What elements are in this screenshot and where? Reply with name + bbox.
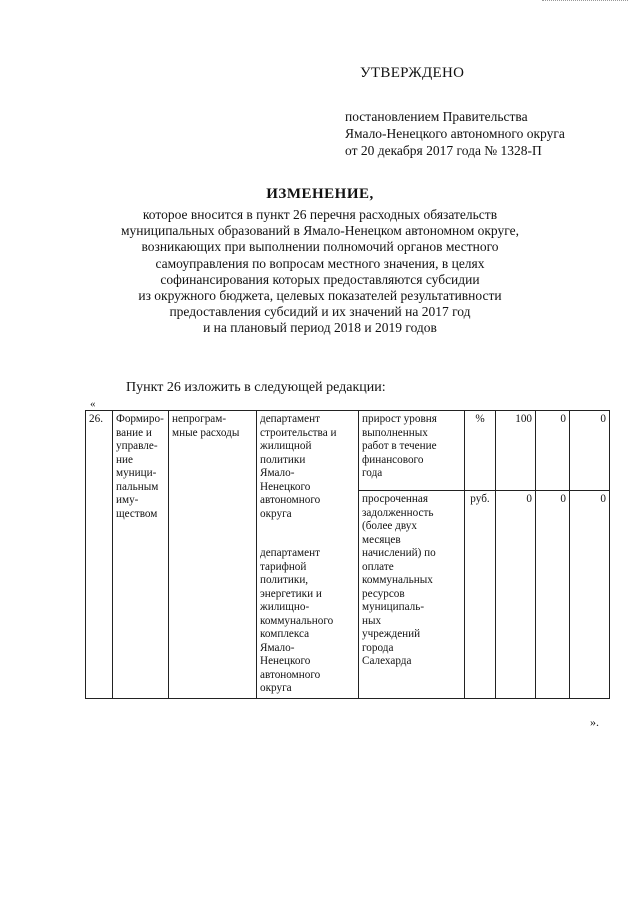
- value-2018: 0: [536, 491, 570, 699]
- table-row: [86, 411, 610, 491]
- subtitle-line: из окружного бюджета, целевых показателей результативности: [138, 288, 502, 304]
- intro-text: Пункт 26 изложить в следующей редакции:: [126, 380, 386, 395]
- resolution-line: постановлением Правительства: [345, 109, 528, 124]
- indicator-cell: просроченная задолженность (более двух месяцев начислений) по оплате коммунальных ресурсов муниципаль- ных учреждений города Салехарда: [359, 491, 465, 699]
- resolution-block: [345, 108, 565, 159]
- value-2018: 0: [536, 411, 570, 491]
- item-name: Формиро- вание и управле- ние муници- пальным иму- ществом: [113, 411, 169, 699]
- resolution-line: Ямало-Ненецкого автономного округа: [345, 126, 565, 141]
- unit-cell: %: [465, 411, 496, 491]
- obligations-table: [85, 410, 610, 699]
- top-edge-mark: [542, 0, 628, 4]
- closing-quote: ».: [590, 715, 599, 729]
- document-subtitle: [75, 207, 565, 337]
- resolution-line: от 20 декабря 2017 года № 1328-П: [345, 143, 542, 158]
- document-title: ИЗМЕНЕНИЕ,: [266, 186, 374, 202]
- responsible-departments: департамент строительства и жилищной политики Ямало- Ненецкого автономного округа департамент тарифной политики, энергетики и жилищно- коммунального комплекса Ямало- Ненецкого автономного округа: [257, 411, 359, 699]
- indicator-cell: прирост уровня выполненных работ в течение финансового года: [359, 411, 465, 491]
- value-2019: 0: [570, 491, 610, 699]
- approved-label: УТВЕРЖДЕНО: [360, 65, 465, 81]
- value-2019: 0: [570, 411, 610, 491]
- subtitle-line: софинансирования которых предоставляются субсидии: [160, 271, 480, 287]
- subtitle-line: и на плановый период 2018 и 2019 годов: [203, 320, 437, 336]
- subtitle-line: муниципальных образований в Ямало-Ненецком автономном округе,: [121, 223, 519, 239]
- subtitle-line: самоуправления по вопросам местного значения, в целях: [155, 255, 485, 271]
- subtitle-line: возникающих при выполнении полномочий органов местного: [141, 239, 499, 255]
- subtitle-line: предоставления субсидий и их значений на 2017 год: [169, 304, 471, 320]
- value-2017: 0: [496, 491, 536, 699]
- value-2017: 100: [496, 411, 536, 491]
- opening-quote: «: [90, 398, 96, 410]
- unit-cell: руб.: [465, 491, 496, 699]
- expense-type: непрограм- мные расходы: [169, 411, 257, 699]
- item-number: 26.: [86, 411, 113, 699]
- subtitle-line: которое вносится в пункт 26 перечня расходных обязательств: [142, 207, 498, 222]
